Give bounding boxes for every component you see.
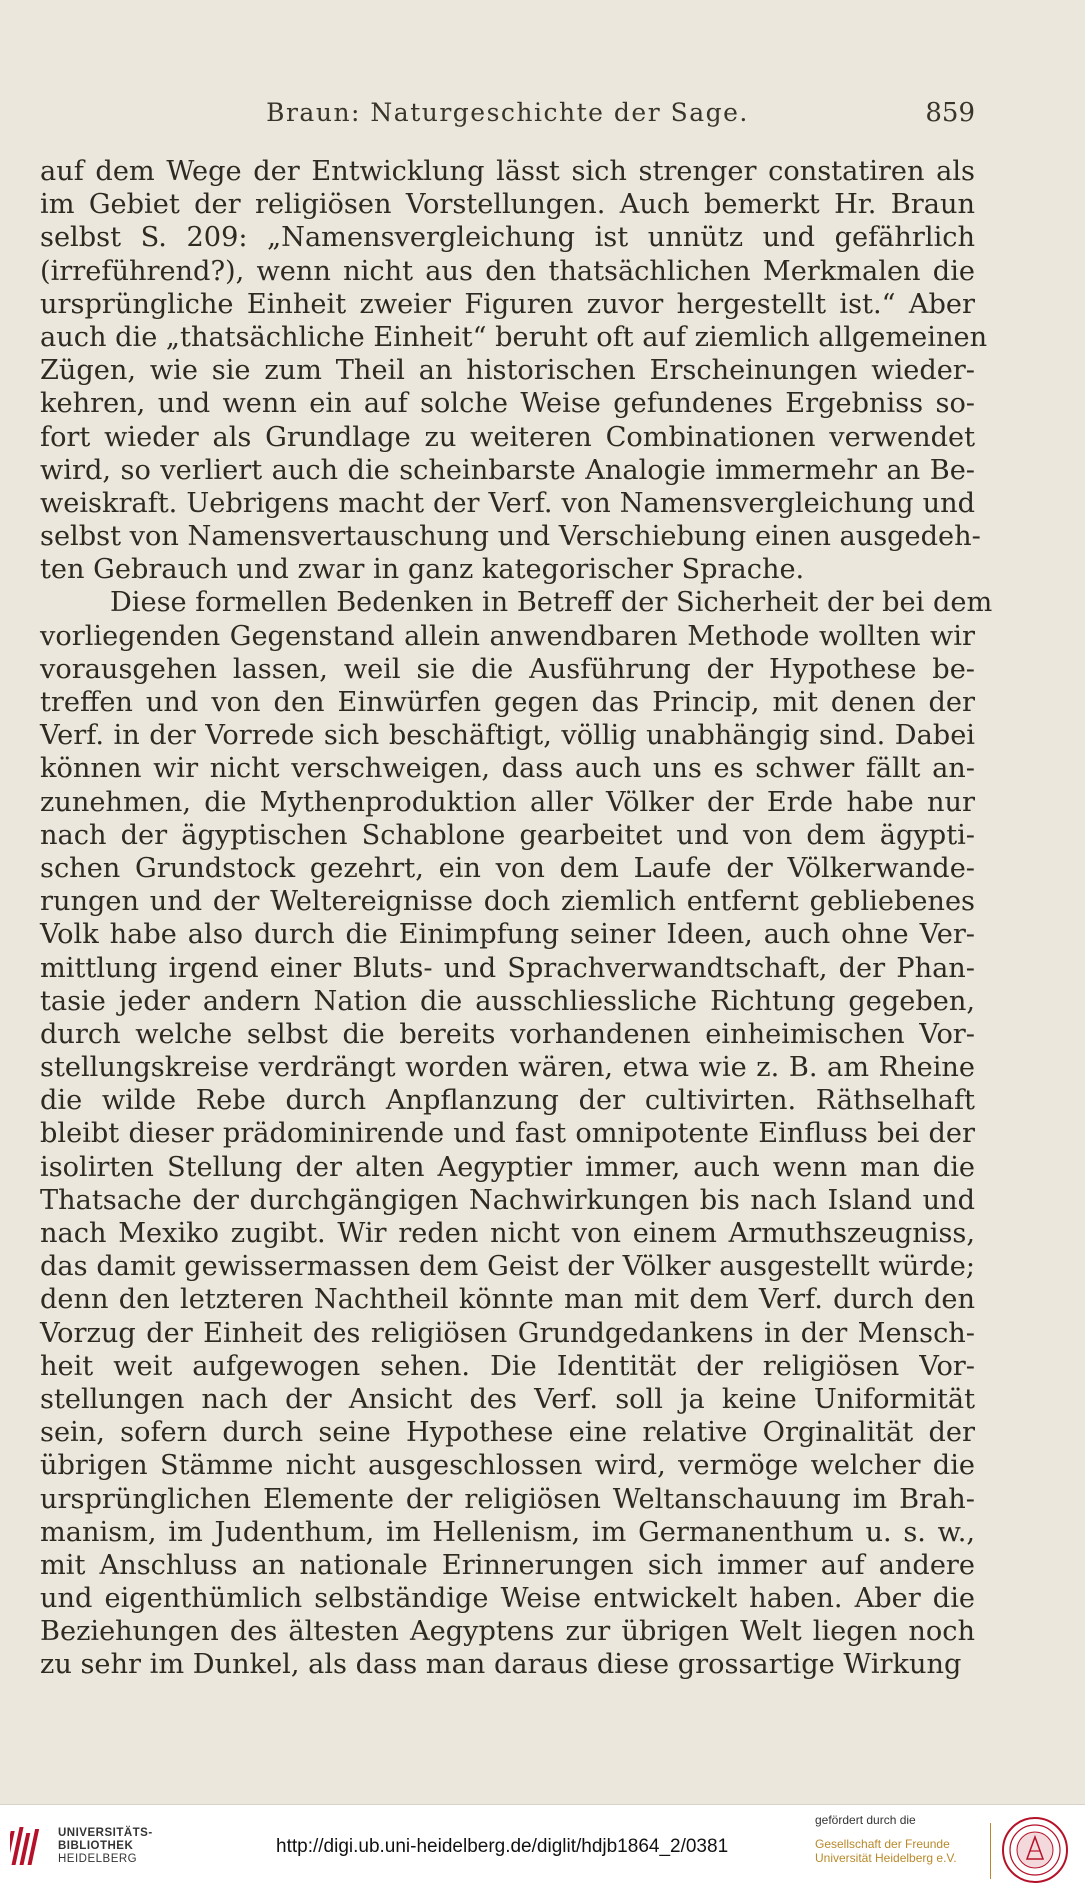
text-line: heit weit aufgewogen sehen. Die Identität der religiösen Vor- — [40, 1350, 975, 1382]
library-name-line2: BIBLIOTHEK — [58, 1840, 134, 1852]
text-line: übrigen Stämme nicht ausgeschlossen wird, vermöge welcher die — [40, 1450, 975, 1482]
text-line: Thatsache der durchgängigen Nachwirkungen bis nach Island und — [40, 1184, 975, 1216]
page-header — [40, 98, 975, 134]
text-line: auch die „thatsächliche Einheit“ beruht oft auf ziemlich allgemeinen — [40, 321, 988, 353]
text-line: zunehmen, die Mythenproduktion aller Völker der Erde habe nur — [40, 786, 975, 818]
text-line: selbst von Namensvertauschung und Verschiebung einen ausgedeh- — [40, 521, 981, 553]
text-line: kehren, und wenn ein auf solche Weise gefundenes Ergebniss so- — [40, 388, 975, 420]
page-number: 859 — [925, 98, 975, 128]
text-line: im Gebiet der religiösen Vorstellungen. Auch bemerkt Hr. Braun — [40, 189, 975, 221]
text-line: bleibt dieser prädominirende und fast omnipotente Einfluss bei der — [40, 1118, 975, 1150]
library-name — [58, 1827, 153, 1866]
text-line: tasie jeder andern Nation die ausschliessliche Richtung gegeben, — [40, 985, 975, 1017]
university-seal-icon — [1000, 1815, 1070, 1885]
text-line: stellungen nach der Ansicht des Verf. soll ja keine Uniformität — [40, 1383, 975, 1415]
text-line: Diese formellen Bedenken in Betreff der Sicherheit der bei dem — [110, 587, 993, 619]
permalink-url[interactable]: http://digi.ub.uni-heidelberg.de/diglit/hdjb1864_2/0381 — [276, 1836, 729, 1857]
text-line: Volk habe also durch die Einimpfung seiner Ideen, auch ohne Ver- — [40, 919, 975, 951]
body-text — [40, 155, 993, 1682]
text-line: vorausgehen lassen, weil sie die Ausführung der Hypothese be- — [40, 653, 975, 685]
sponsor-label: gefördert durch die — [815, 1813, 916, 1827]
text-line: das damit gewissermassen dem Geist der Völker ausgestellt würde; — [40, 1251, 975, 1283]
text-line: mittlung irgend einer Bluts- und Sprachverwandtschaft, der Phan- — [40, 952, 975, 984]
text-line: wird, so verliert auch die scheinbarste Analogie immermehr an Be- — [40, 454, 975, 486]
text-line: und eigenthümlich selbständige Weise entwickelt haben. Aber die — [40, 1583, 975, 1615]
text-line: sein, sofern durch seine Hypothese eine relative Orginalität der — [40, 1417, 975, 1449]
text-line: Zügen, wie sie zum Theil an historischen Erscheinungen wieder- — [40, 355, 975, 387]
text-line: ten Gebrauch und zwar in ganz kategorischer Sprache. — [40, 554, 805, 586]
text-line: zu sehr im Dunkel, als dass man daraus diese grossartige Wirkung — [40, 1649, 962, 1681]
text-line: isolirten Stellung der alten Aegyptier immer, auch wenn man die — [40, 1151, 975, 1183]
footer-bar — [0, 1804, 1085, 1888]
text-line: auf dem Wege der Entwicklung lässt sich strenger constatiren als — [40, 156, 975, 187]
text-line: nach Mexiko zugibt. Wir reden nicht von einem Armuthszeugniss, — [40, 1218, 975, 1249]
text-line: vorliegenden Gegenstand allein anwendbaren Methode wollten wir — [40, 620, 975, 652]
text-line: denn den letzteren Nachtheil könnte man mit dem Verf. durch den — [40, 1284, 975, 1316]
sponsor-org-line1: Gesellschaft der Freunde — [815, 1837, 950, 1851]
sponsor-org-line2: Universität Heidelberg e.V. — [815, 1851, 957, 1865]
text-line: Verf. in der Vorrede sich beschäftigt, völlig unabhängig sind. Dabei — [40, 720, 975, 752]
sponsor-block — [815, 1813, 990, 1865]
text-line: ursprünglichen Elemente der religiösen Weltanschauung im Brah- — [40, 1483, 975, 1515]
text-line: schen Grundstock gezehrt, ein von dem Laufe der Völkerwande- — [40, 852, 975, 884]
text-line: die wilde Rebe durch Anpflanzung der cultivirten. Räthselhaft — [40, 1085, 975, 1117]
text-line: ursprüngliche Einheit zweier Figuren zuvor hergestellt ist.“ Aber — [40, 288, 975, 320]
sponsor-divider — [990, 1823, 991, 1879]
text-line: Vorzug der Einheit des religiösen Grundgedankens in der Mensch- — [40, 1317, 975, 1349]
text-line: treffen und von den Einwürfen gegen das Princip, mit denen der — [40, 687, 975, 718]
library-name-line3: HEIDELBERG — [58, 1853, 138, 1865]
text-line: Beziehungen des ältesten Aegyptens zur übrigen Welt liegen noch — [40, 1616, 975, 1648]
text-line: manism, im Judenthum, im Hellenism, im Germanenthum u. s. w., — [40, 1516, 975, 1548]
text-line: können wir nicht verschweigen, dass auch uns es schwer fällt an- — [40, 753, 975, 785]
text-line: selbst S. 209: „Namensvergleichung ist unnütz und gefährlich — [40, 222, 975, 254]
library-name-line1: UNIVERSITÄTS- — [58, 1827, 153, 1839]
text-line: rungen und der Weltereignisse doch ziemlich entfernt gebliebenes — [40, 886, 975, 918]
text-line: (irreführend?), wenn nicht aus den thatsächlichen Merkmalen die — [40, 255, 975, 287]
text-line: fort wieder als Grundlage zu weiteren Combinationen verwendet — [40, 421, 975, 453]
running-head: Braun: Naturgeschichte der Sage. — [266, 98, 749, 127]
university-library-logo-icon — [10, 1825, 46, 1869]
text-line: stellungskreise verdrängt worden wären, etwa wie z. B. am Rheine — [40, 1052, 975, 1084]
text-line: nach der ägyptischen Schablone gearbeitet und von dem ägypti- — [40, 819, 975, 851]
text-line: durch welche selbst die bereits vorhandenen einheimischen Vor- — [40, 1018, 975, 1050]
text-line: mit Anschluss an nationale Erinnerungen sich immer auf andere — [40, 1549, 975, 1581]
text-line: weiskraft. Uebrigens macht der Verf. von Namensvergleichung und — [40, 487, 975, 519]
